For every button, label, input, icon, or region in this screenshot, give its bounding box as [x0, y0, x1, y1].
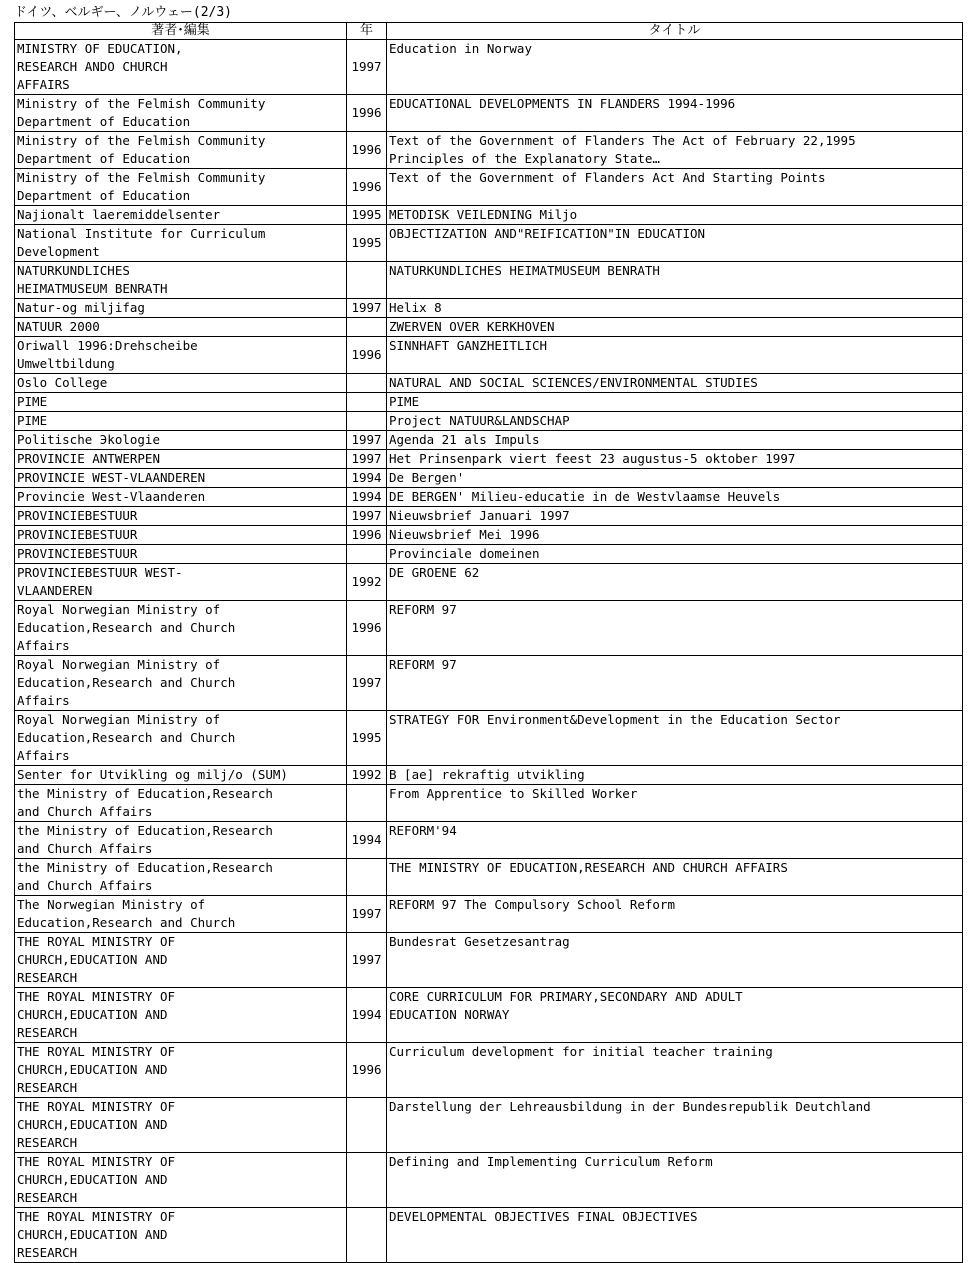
cell-title: Het Prinsenpark viert feest 23 augustus-5 oktober 1997 [387, 450, 963, 469]
cell-author: NATUUR 2000 [15, 318, 347, 337]
cell-title: Bundesrat Gesetzesantrag [387, 933, 963, 988]
table-row [15, 859, 963, 896]
cell-author: Natur-og miljifag [15, 299, 347, 318]
table-row [15, 1043, 963, 1098]
cell-author: THE ROYAL MINISTRY OF CHURCH,EDUCATION AND RESEARCH [15, 1153, 347, 1208]
header-author: 著者･編集 [15, 23, 347, 40]
cell-author: THE ROYAL MINISTRY OF CHURCH,EDUCATION AND RESEARCH [15, 1043, 347, 1098]
cell-year: 1995 [347, 711, 387, 766]
cell-title: DE GROENE 62 [387, 564, 963, 601]
cell-author: THE ROYAL MINISTRY OF CHURCH,EDUCATION AND RESEARCH [15, 1208, 347, 1263]
cell-author: PROVINCIEBESTUUR WEST- VLAANDEREN [15, 564, 347, 601]
table-row [15, 132, 963, 169]
cell-author: MINISTRY OF EDUCATION, RESEARCH ANDO CHURCH AFFAIRS [15, 40, 347, 95]
cell-title: Helix 8 [387, 299, 963, 318]
cell-year: 1996 [347, 132, 387, 169]
cell-author: Ministry of the Felmish Community Department of Education [15, 169, 347, 206]
cell-author: National Institute for Curriculum Development [15, 225, 347, 262]
cell-year: 1995 [347, 225, 387, 262]
cell-title: Education in Norway [387, 40, 963, 95]
cell-author: Ministry of the Felmish Community Department of Education [15, 95, 347, 132]
cell-year: 1997 [347, 933, 387, 988]
cell-title: Curriculum development for initial teacher training [387, 1043, 963, 1098]
cell-author: Provincie West-Vlaanderen [15, 488, 347, 507]
cell-title: DEVELOPMENTAL OBJECTIVES FINAL OBJECTIVES [387, 1208, 963, 1263]
cell-year: 1994 [347, 822, 387, 859]
cell-author: Royal Norwegian Ministry of Education,Research and Church Affairs [15, 711, 347, 766]
cell-year: 1997 [347, 299, 387, 318]
cell-year [347, 1208, 387, 1263]
table-row [15, 337, 963, 374]
cell-author: the Ministry of Education,Research and Church Affairs [15, 785, 347, 822]
header-title: タイトル [387, 23, 963, 40]
cell-year: 1994 [347, 488, 387, 507]
table-row [15, 412, 963, 431]
cell-author: Ministry of the Felmish Community Department of Education [15, 132, 347, 169]
table-row [15, 40, 963, 95]
cell-year [347, 318, 387, 337]
cell-title: De Bergen' [387, 469, 963, 488]
cell-title: Darstellung der Lehreausbildung in der Bundesrepublik Deutchland [387, 1098, 963, 1153]
cell-title: REFORM 97 [387, 656, 963, 711]
table-row [15, 507, 963, 526]
cell-title: STRATEGY FOR Environment&Development in the Education Sector [387, 711, 963, 766]
cell-title: SINNHAFT GANZHEITLICH [387, 337, 963, 374]
cell-title: REFORM 97 [387, 601, 963, 656]
cell-year: 1996 [347, 337, 387, 374]
table-row [15, 766, 963, 785]
table-row [15, 656, 963, 711]
cell-title: B [ae] rekraftig utvikling [387, 766, 963, 785]
cell-author: Oriwall 1996:Drehscheibe Umweltbildung [15, 337, 347, 374]
table-row [15, 225, 963, 262]
cell-title: NATURKUNDLICHES HEIMATMUSEUM BENRATH [387, 262, 963, 299]
cell-year: 1997 [347, 656, 387, 711]
cell-year: 1992 [347, 766, 387, 785]
cell-year [347, 393, 387, 412]
cell-author: PROVINCIEBESTUUR [15, 545, 347, 564]
table-row [15, 450, 963, 469]
table-row [15, 469, 963, 488]
cell-title: EDUCATIONAL DEVELOPMENTS IN FLANDERS 1994-1996 [387, 95, 963, 132]
table-row [15, 318, 963, 337]
cell-author: Politische Эkologie [15, 431, 347, 450]
table-row [15, 601, 963, 656]
cell-title: Provinciale domeinen [387, 545, 963, 564]
cell-year: 1992 [347, 564, 387, 601]
cell-author: PROVINCIE WEST-VLAANDEREN [15, 469, 347, 488]
cell-title: DE BERGEN' Milieu-educatie in de Westvlaamse Heuvels [387, 488, 963, 507]
cell-author: PIME [15, 412, 347, 431]
cell-title: Defining and Implementing Curriculum Reform [387, 1153, 963, 1208]
cell-author: Royal Norwegian Ministry of Education,Research and Church Affairs [15, 656, 347, 711]
cell-year: 1996 [347, 526, 387, 545]
cell-title: From Apprentice to Skilled Worker [387, 785, 963, 822]
table-row [15, 988, 963, 1043]
table-body [15, 40, 963, 1263]
cell-author: Royal Norwegian Ministry of Education,Research and Church Affairs [15, 601, 347, 656]
cell-year [347, 785, 387, 822]
cell-title: Agenda 21 als Impuls [387, 431, 963, 450]
table-row [15, 711, 963, 766]
table-row [15, 933, 963, 988]
cell-author: NATURKUNDLICHES HEIMATMUSEUM BENRATH [15, 262, 347, 299]
cell-year: 1996 [347, 601, 387, 656]
table-row [15, 822, 963, 859]
cell-title: Text of the Government of Flanders The Act of February 22,1995 Principles of the Explanatory State… [387, 132, 963, 169]
cell-year: 1994 [347, 469, 387, 488]
cell-year: 1997 [347, 40, 387, 95]
table-row [15, 1153, 963, 1208]
cell-title: Nieuwsbrief Januari 1997 [387, 507, 963, 526]
table-row [15, 1098, 963, 1153]
cell-year: 1996 [347, 169, 387, 206]
cell-title: Nieuwsbrief Mei 1996 [387, 526, 963, 545]
cell-author: PIME [15, 393, 347, 412]
cell-title: ZWERVEN OVER KERKHOVEN [387, 318, 963, 337]
cell-year [347, 1153, 387, 1208]
cell-year: 1997 [347, 507, 387, 526]
cell-year [347, 545, 387, 564]
cell-year: 1997 [347, 450, 387, 469]
cell-year [347, 374, 387, 393]
table-row [15, 169, 963, 206]
cell-title: Project NATUUR&LANDSCHAP [387, 412, 963, 431]
cell-title: NATURAL AND SOCIAL SCIENCES/ENVIRONMENTAL STUDIES [387, 374, 963, 393]
cell-author: PROVINCIEBESTUUR [15, 507, 347, 526]
cell-title: Text of the Government of Flanders Act And Starting Points [387, 169, 963, 206]
table-row [15, 206, 963, 225]
cell-author: THE ROYAL MINISTRY OF CHURCH,EDUCATION AND RESEARCH [15, 1098, 347, 1153]
cell-title: OBJECTIZATION AND"REIFICATION"IN EDUCATION [387, 225, 963, 262]
table-row [15, 545, 963, 564]
cell-title: REFORM'94 [387, 822, 963, 859]
cell-year [347, 412, 387, 431]
cell-year: 1996 [347, 95, 387, 132]
table-row [15, 488, 963, 507]
page-title: ドイツ、ベルギー、ノルウェー(2/3) [14, 5, 233, 20]
cell-author: the Ministry of Education,Research and Church Affairs [15, 822, 347, 859]
cell-title: METODISK VEILEDNING Miljo [387, 206, 963, 225]
table-row [15, 896, 963, 933]
cell-year: 1994 [347, 988, 387, 1043]
cell-author: The Norwegian Ministry of Education,Research and Church [15, 896, 347, 933]
cell-author: THE ROYAL MINISTRY OF CHURCH,EDUCATION AND RESEARCH [15, 933, 347, 988]
table-row [15, 262, 963, 299]
cell-year: 1996 [347, 1043, 387, 1098]
cell-title: PIME [387, 393, 963, 412]
table-row [15, 374, 963, 393]
cell-author: PROVINCIEBESTUUR [15, 526, 347, 545]
table-header-row [15, 23, 963, 40]
cell-author: Senter for Utvikling og milj/o (SUM) [15, 766, 347, 785]
table-row [15, 564, 963, 601]
cell-year [347, 1098, 387, 1153]
cell-title: REFORM 97 The Compulsory School Reform [387, 896, 963, 933]
cell-title: THE MINISTRY OF EDUCATION,RESEARCH AND CHURCH AFFAIRS [387, 859, 963, 896]
table-row [15, 785, 963, 822]
table-row [15, 299, 963, 318]
cell-author: PROVINCIE ANTWERPEN [15, 450, 347, 469]
cell-title: CORE CURRICULUM FOR PRIMARY,SECONDARY AND ADULT EDUCATION NORWAY [387, 988, 963, 1043]
cell-author: THE ROYAL MINISTRY OF CHURCH,EDUCATION AND RESEARCH [15, 988, 347, 1043]
cell-author: Najionalt laeremiddelsenter [15, 206, 347, 225]
table-row [15, 393, 963, 412]
table-row [15, 1208, 963, 1263]
cell-year: 1997 [347, 431, 387, 450]
cell-author: the Ministry of Education,Research and Church Affairs [15, 859, 347, 896]
cell-year [347, 262, 387, 299]
cell-year: 1995 [347, 206, 387, 225]
cell-year [347, 859, 387, 896]
cell-year: 1997 [347, 896, 387, 933]
table-row [15, 95, 963, 132]
catalog-table [14, 22, 963, 1263]
table-row [15, 526, 963, 545]
header-year: 年 [347, 23, 387, 40]
cell-author: Oslo College [15, 374, 347, 393]
table-row [15, 431, 963, 450]
